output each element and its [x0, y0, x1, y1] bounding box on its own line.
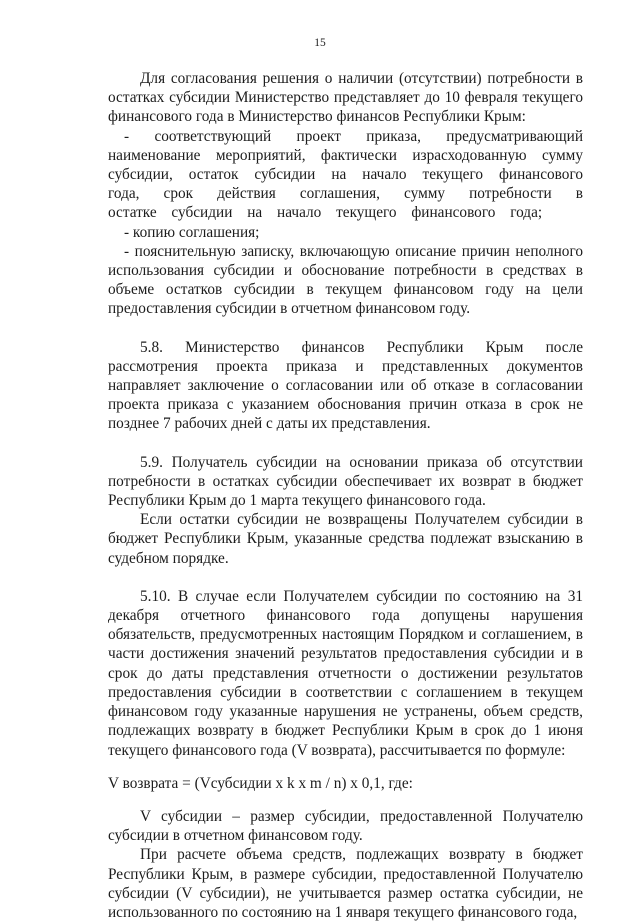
paragraph-calculation-note: При расчете объема средств, подлежащих возврату в бюджет Республики Крым, в размере субсидии, предоставленной Получателю субсидии (V субсидии), не учитывается размер остатка субсидии, не использованного по состоянию на 1 января текущего финансового года,: [108, 846, 583, 921]
paragraph-5-9: 5.9. Получатель субсидии на основании приказа об отсутствии потребности в остатках субсидии обеспечивает их возврат в бюджет Республики Крым до 1 марта текущего финансового года.: [108, 453, 583, 510]
paragraph-5-10: 5.10. В случае если Получателем субсидии по состоянию на 31 декабря отчетного финансового года допущены нарушения обязательств, предусмотренных настоящим Порядком и соглашением, в части достижения значений результатов предоставления субсидии и в срок до даты представления отчетности о достижении результатов предоставления субсидии в соответствии с соглашением в текущем финансовом году указанные нарушения не устранены, объем средств, подлежащих возврату в бюджет Республики Крым в срок до 1 июня текущего финансового года (V возврата), рассчитывается по формуле:: [108, 587, 583, 759]
list-item-agreement-copy: - копию соглашения;: [124, 223, 260, 241]
return-formula: V возврата = (Vсубсидии x k x m / n) x 0,1, где:: [108, 774, 413, 792]
list-item-explanatory-note: - пояснительную записку, включающую описание причин неполного использования субсидии и обоснование потребности в средствах в объеме остатков субсидии в текущем финансовом году на цели предоставления субсидии в отчетном финансовом году.: [108, 242, 583, 318]
paragraph-5-8: 5.8. Министерство финансов Республики Крым после рассмотрения проекта приказа и представленных документов направляет заключение о согласовании или об отказе в согласовании проекта приказа с указанием обоснования причин отказа в срок не позднее 7 рабочих дней с даты их представления.: [108, 338, 583, 433]
paragraph-5-9-recovery: Если остатки субсидии не возвращены Получателем субсидии в бюджет Республики Крым, указанные средства подлежат взысканию в судебном порядке.: [108, 511, 583, 567]
document-body: [108, 69, 583, 922]
list-item-draft-order: - соответствующий проект приказа, предусматривающий наименование мероприятий, фактически израсходованную сумму субсидии, остаток субсидии на начало текущего финансового года, срок действия соглашения, сумму потребности в остатке субсидии на начало текущего финансового года;: [108, 127, 583, 222]
page-number: 15: [314, 37, 326, 49]
paragraph-v-subsidy-definition: V субсидии – размер субсидии, предоставленной Получателю субсидии в отчетном финансовом году.: [108, 807, 583, 845]
paragraph-submission-intro: Для согласования решения о наличии (отсутствии) потребности в остатках субсидии Министерство представляет до 10 февраля текущего финансового года в Министерство финансов Республики Крым:: [108, 70, 583, 126]
